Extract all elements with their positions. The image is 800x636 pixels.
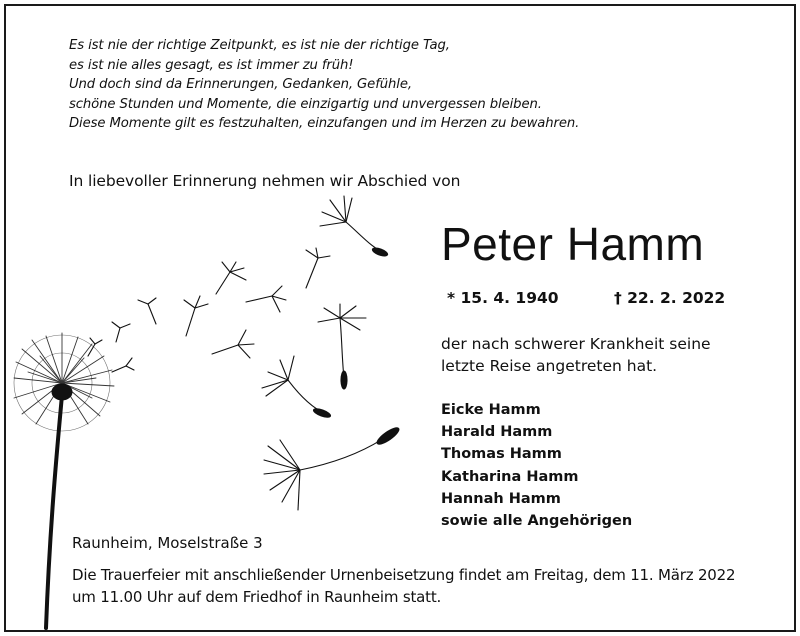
intro-text: In liebevoller Erinnerung nehmen wir Abschied von (69, 172, 461, 190)
death-date: † 22. 2. 2022 (614, 289, 726, 307)
mourner-name: Thomas Hamm (441, 446, 562, 463)
mourners-list (441, 399, 632, 532)
address: Raunheim, Moselstraße 3 (72, 534, 263, 552)
mourner-name: Eicke Hamm (441, 402, 541, 418)
birth-date: * 15. 4. 1940 (447, 289, 559, 307)
deceased-name: Peter Hamm (441, 218, 705, 270)
poem-line: Es ist nie der richtige Zeitpunkt, es ist nie der richtige Tag, (69, 38, 450, 53)
poem (69, 36, 579, 134)
poem-line: Und doch sind da Erinnerungen, Gedanken, Gefühle, (69, 77, 412, 93)
mourner-name: Hannah Hamm (441, 490, 561, 507)
poem-line: es ist nie alles gesagt, es ist immer zu früh! (69, 57, 354, 73)
poem-line: schöne Stunden und Momente, die einzigartig und unvergessen bleiben. (69, 96, 542, 112)
mourner-name: Katharina Hamm (441, 468, 579, 485)
description-line: der nach schwerer Krankheit seine (441, 335, 711, 353)
service-line: um 11.00 Uhr auf dem Friedhof in Raunheim statt. (72, 588, 442, 606)
poem-line: Diese Momente gilt es festzuhalten, einzufangen und im Herzen zu bewahren. (69, 116, 580, 132)
mourner-name: sowie alle Angehörigen (441, 513, 633, 530)
service-line: Die Trauerfeier mit anschließender Urnenbeisetzung findet am Freitag, dem 11. März 2022 (72, 566, 736, 584)
mourner-name: Harald Hamm (441, 424, 553, 441)
description (441, 333, 711, 377)
service-info (72, 564, 735, 608)
description-line: letzte Reise angetreten hat. (441, 357, 658, 375)
